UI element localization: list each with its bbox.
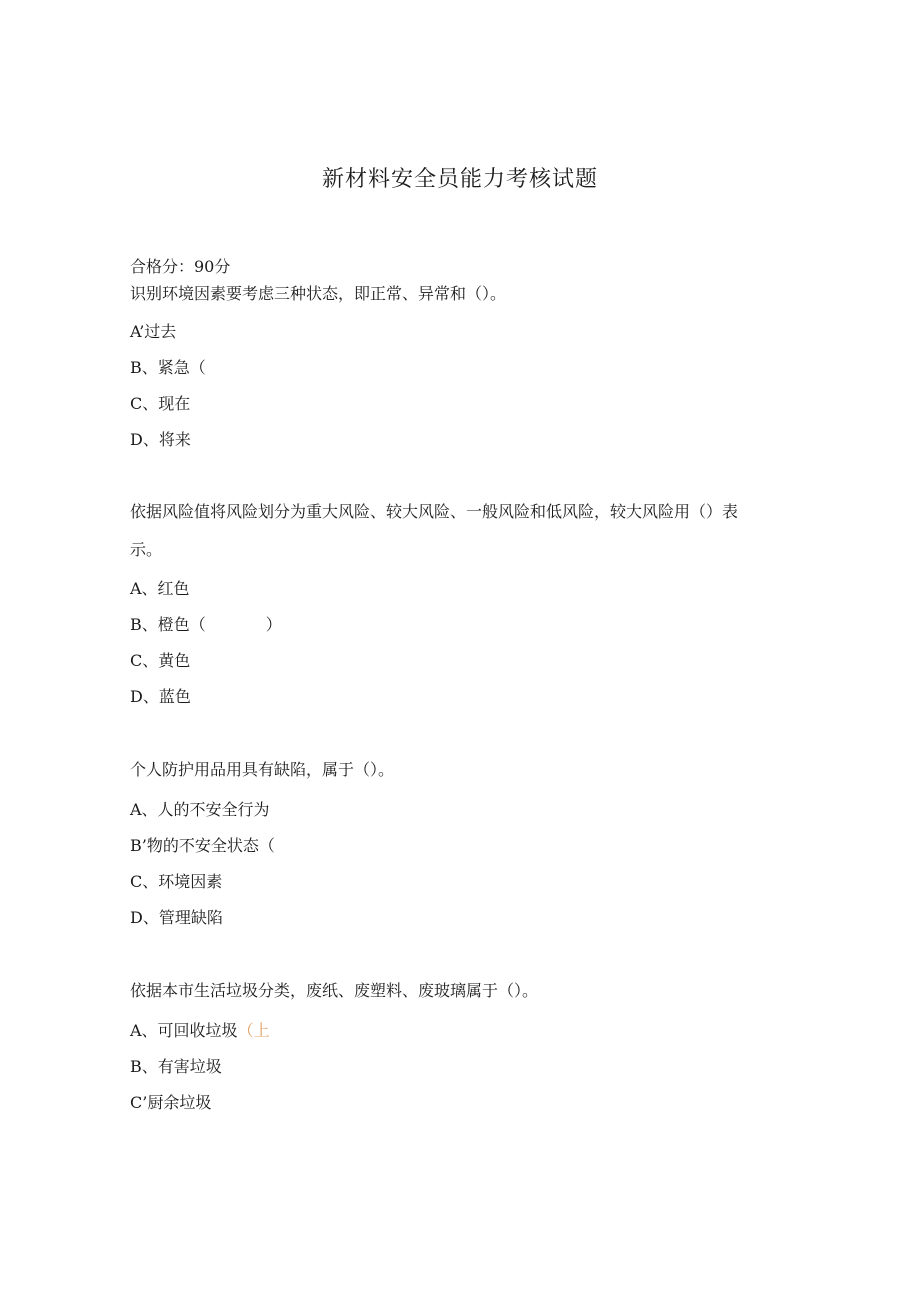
question-3-option-b: B’物的不安全状态（ xyxy=(130,836,275,855)
question-2-option-d: D、蓝色 xyxy=(130,687,191,706)
question-3-option-a: A、人的不安全行为 xyxy=(130,800,270,819)
question-2-option-b-close: ） xyxy=(265,615,282,634)
question-2-option-b-label: B、橙色（ xyxy=(130,615,206,634)
question-1-option-d: D、将来 xyxy=(130,430,191,449)
question-4-option-a xyxy=(130,1021,270,1041)
question-4-option-a-label: A、可回收垃圾 xyxy=(130,1021,238,1040)
question-1-option-b: B、紧急（ xyxy=(130,358,206,377)
document-title: 新材料安全员能力考核试题 xyxy=(321,167,598,192)
question-1-option-c: C、现在 xyxy=(130,394,191,413)
pass-score: 合格分：90分 xyxy=(130,257,231,276)
question-3-option-d: D、管理缺陷 xyxy=(130,908,223,927)
question-2-text-line-1: 依据风险值将风险划分为重大风险、较大风险、一般风险和低风险，较大风险用（）表 xyxy=(130,502,739,521)
question-1-text: 识别环境因素要考虑三种状态，即正常、异常和（）。 xyxy=(130,284,507,303)
question-4-option-c: C’厨余垃圾 xyxy=(130,1093,212,1112)
question-4-text: 依据本市生活垃圾分类，废纸、废塑料、废玻璃属于（）。 xyxy=(130,981,539,1000)
question-3-text: 个人防护用品用具有缺陷，属于（）。 xyxy=(130,760,395,779)
question-4-option-b: B、有害垃圾 xyxy=(130,1057,222,1076)
question-2-option-a: A、红色 xyxy=(130,579,190,598)
question-3-option-c: C、环境因素 xyxy=(130,872,223,891)
question-1-option-a: A’过去 xyxy=(130,322,177,341)
handwritten-annotation: （上 xyxy=(237,1021,270,1040)
question-2-text-line-2: 示。 xyxy=(130,540,163,559)
question-2-option-c: C、黄色 xyxy=(130,651,191,670)
question-2-option-b xyxy=(130,615,282,635)
